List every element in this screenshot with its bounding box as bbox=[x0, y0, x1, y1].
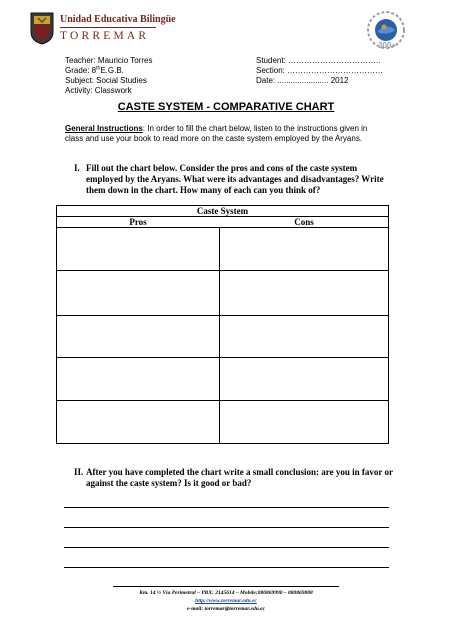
question-1-text: Fill out the chart below. Consider the pros and cons of the caste system employed by the Aryans. What were its advantages and disadvantages? Write them down in the chart. How many of each can you think of? bbox=[86, 163, 384, 195]
answer-line bbox=[64, 567, 389, 568]
footer-email[interactable]: e-mail: torremar@torremar.edu.ec bbox=[186, 606, 266, 612]
chart-row-rule bbox=[57, 400, 388, 401]
footer-website-link[interactable]: http://www.torremar.edu.ec bbox=[195, 598, 257, 604]
school-name-line2: TORREMAR bbox=[60, 30, 150, 42]
chart-row-rule bbox=[57, 315, 388, 316]
grade-label: Grade: 8thE.G.B. bbox=[65, 65, 124, 75]
question-2-text: After you have completed the chart write a small conclusion: are you in favor or against the caste system? Is it good or bad? bbox=[86, 467, 393, 488]
general-instructions bbox=[65, 124, 387, 144]
question-1-number: I. bbox=[74, 163, 80, 173]
section-field: Section: ……………………………… bbox=[256, 66, 384, 75]
page-title: CASTE SYSTEM - COMPARATIVE CHART bbox=[117, 101, 335, 113]
chart-col-pros: Pros bbox=[129, 217, 147, 227]
school-shield-logo bbox=[30, 12, 54, 45]
instructions-text: : In order to fill the chart below, listen to the instructions given in class and use your book to read more on the caste system employed by the Aryans. bbox=[65, 124, 368, 143]
chart-row-rule bbox=[57, 357, 388, 358]
chart-column-divider bbox=[219, 227, 220, 443]
subject-label: Subject: Social Studies bbox=[65, 76, 147, 85]
teacher-label: Teacher: Mauricio Torres bbox=[65, 56, 153, 65]
question-2-number: II. bbox=[74, 467, 84, 477]
instructions-lead: General Instructions bbox=[65, 124, 143, 133]
seal-badge-text: 300+ bbox=[378, 41, 397, 50]
answer-line bbox=[64, 547, 389, 548]
chart-row-rule bbox=[57, 270, 388, 271]
footer-address: Km. 14 ½ Vía Perimetral – PBX: 2145614 – Mobile:080869990 – 080869888 bbox=[139, 590, 313, 596]
chart-title: Caste System bbox=[196, 206, 249, 216]
answer-line bbox=[64, 507, 389, 508]
footer-rule bbox=[113, 586, 339, 587]
caste-system-chart bbox=[56, 205, 389, 444]
header-rule bbox=[60, 27, 156, 28]
answer-line bbox=[64, 527, 389, 528]
activity-label: Activity: Classwork bbox=[65, 86, 132, 95]
school-name-line1: Unidad Educativa Bilingüe bbox=[60, 14, 176, 25]
date-field: Date: ....................... 2012 bbox=[256, 76, 349, 85]
student-field: Student: …………………………….. bbox=[256, 56, 381, 65]
chart-header-rule bbox=[57, 227, 388, 228]
chart-col-cons: Cons bbox=[294, 217, 314, 227]
